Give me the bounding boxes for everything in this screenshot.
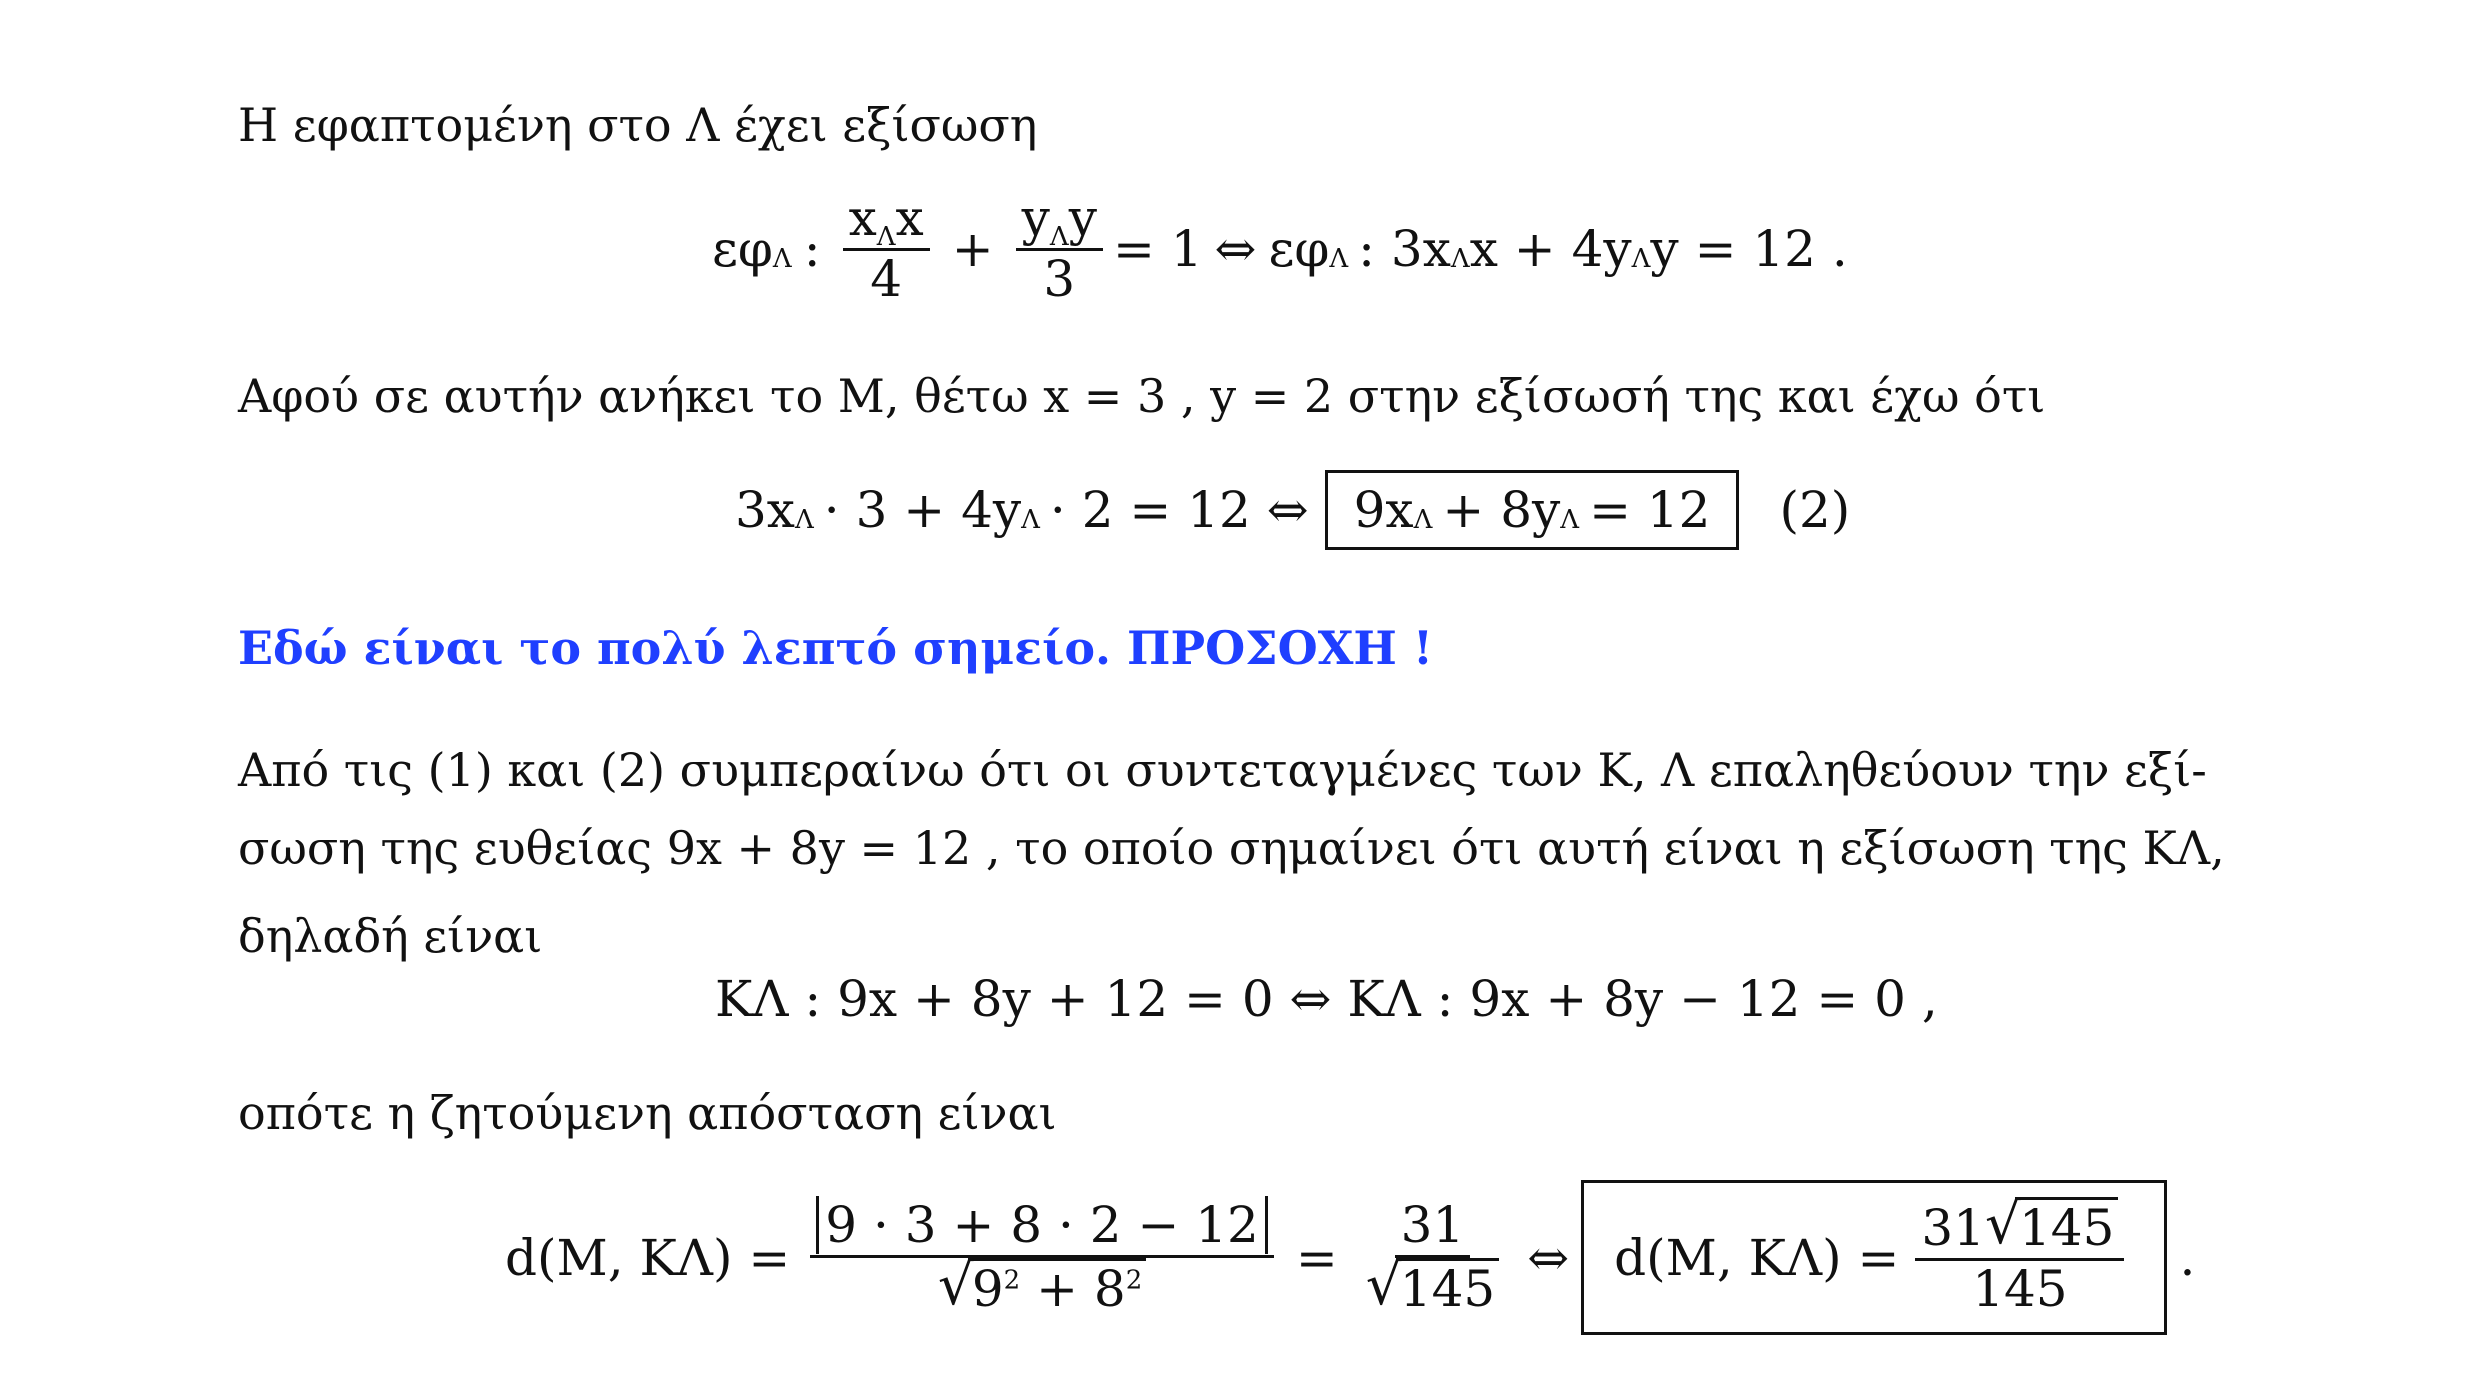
eq4-den-a: 9 bbox=[971, 1259, 1004, 1318]
eq4-box-num-a: 31 bbox=[1921, 1199, 1985, 1257]
eq1-colon: : bbox=[803, 220, 821, 278]
eq1-rhs-b: x + 4y bbox=[1469, 220, 1632, 278]
eq1-f1-num-a: x bbox=[848, 189, 877, 247]
equation-two bbox=[735, 470, 1850, 550]
eq4-f2-num: 31 bbox=[1395, 1197, 1471, 1258]
eq4-sqrt-145 bbox=[1366, 1258, 1499, 1319]
eq4-f2-den: 145 bbox=[1396, 1258, 1499, 1319]
equation-tangent bbox=[712, 190, 1848, 308]
eq4-lhs: d(Μ, ΚΛ) = bbox=[505, 1228, 791, 1287]
eq4-end: . bbox=[2179, 1228, 2196, 1287]
eq1-f1-num-b: x bbox=[895, 189, 924, 247]
eq1-f1-sub: Λ bbox=[876, 222, 896, 252]
eq2-sub2: Λ bbox=[1021, 505, 1040, 535]
eq1-sub: Λ bbox=[772, 244, 792, 274]
eq4-fraction-main bbox=[810, 1197, 1274, 1318]
eq4-den-b: + 8 bbox=[1020, 1259, 1126, 1318]
eq4-box-fraction bbox=[1915, 1197, 2124, 1318]
paragraph-substitute: Αφού σε αυτήν ανήκει το Μ, θέτω x = 3 , y = 2 στην εξίσωσή της και έχω ότι bbox=[238, 369, 2046, 423]
eq4-abs-numerator: 9 · 3 + 8 · 2 − 12 bbox=[816, 1196, 1268, 1254]
eq2-boxed-result bbox=[1325, 470, 1740, 550]
eq1-equals-one: = 1 bbox=[1112, 220, 1203, 278]
eq4-iff: ⇔ bbox=[1527, 1228, 1570, 1287]
eq1-rhs-sub3: Λ bbox=[1631, 244, 1651, 274]
paragraph-conclusion-line3: δηλαδή είναι bbox=[238, 909, 543, 963]
eq1-rhs-name: εφ bbox=[1268, 220, 1330, 278]
paragraph-distance-intro: οπότε η ζητούμενη απόσταση είναι bbox=[238, 1086, 1057, 1140]
paragraph-conclusion-line1: Από τις (1) και (2) συμπεραίνω ότι οι συντεταγμένες των Κ, Λ επαληθεύουν την εξί- bbox=[238, 743, 2207, 797]
eq2-tag: (2) bbox=[1779, 481, 1851, 539]
eq1-rhs-sub2: Λ bbox=[1450, 244, 1470, 274]
eq4-fraction-31 bbox=[1360, 1197, 1505, 1318]
eq1-name: εφ bbox=[712, 220, 773, 278]
eq2-box-c: = 12 bbox=[1589, 481, 1711, 539]
eq2-a: 3x bbox=[735, 481, 796, 539]
eq1-fraction-y bbox=[1016, 190, 1103, 308]
eq2-box-b: + 8y bbox=[1442, 481, 1561, 539]
eq2-box-sub1: Λ bbox=[1413, 505, 1433, 535]
paragraph-conclusion-line2: σωση της ευθείας 9x + 8y = 12 , το οποίο σημαίνει ότι αυτή είναι η εξίσωση της ΚΛ, bbox=[238, 821, 2225, 875]
eq4-box-lhs: d(Μ, ΚΛ) = bbox=[1614, 1228, 1900, 1287]
eq2-box-sub2: Λ bbox=[1560, 505, 1580, 535]
paragraph-tangent-intro: Η εφαπτομένη στο Λ έχει εξίσωση bbox=[238, 98, 1038, 152]
eq4-sqrt-den bbox=[938, 1258, 1146, 1319]
eq1-rhs-a: : 3x bbox=[1358, 220, 1451, 278]
eq1-rhs-sub1: Λ bbox=[1329, 244, 1349, 274]
eq1-iff: ⇔ bbox=[1214, 220, 1257, 278]
eq1-f2-num-b: y bbox=[1068, 189, 1097, 247]
eq2-c: · 2 = 12 ⇔ bbox=[1049, 481, 1309, 539]
eq2-b: · 3 + 4y bbox=[823, 481, 1022, 539]
eq1-f2-sub: Λ bbox=[1049, 222, 1069, 252]
eq1-plus: + bbox=[951, 220, 994, 278]
highlight-note: Εδώ είναι το πολύ λεπτό σημείο. ΠΡΟΣΟΧΗ ! bbox=[238, 621, 1434, 675]
eq4-sup1: 2 bbox=[1003, 1264, 1021, 1295]
eq2-sub1: Λ bbox=[795, 505, 814, 535]
eq4-box-den: 145 bbox=[1972, 1259, 2068, 1318]
eq4-equals: = bbox=[1295, 1228, 1338, 1287]
eq1-fraction-x bbox=[843, 190, 930, 308]
eq1-f2-den: 3 bbox=[1043, 249, 1076, 308]
equation-distance bbox=[505, 1180, 2195, 1335]
eq4-boxed-result bbox=[1581, 1180, 2167, 1335]
eq1-f2-num-a: y bbox=[1021, 189, 1050, 247]
eq4-box-sqrt bbox=[1985, 1197, 2118, 1258]
eq1-f1-den: 4 bbox=[870, 249, 903, 308]
eq4-box-num-b: 145 bbox=[2015, 1197, 2118, 1258]
equation-line-kl: ΚΛ : 9x + 8y + 12 = 0 ⇔ ΚΛ : 9x + 8y − 12 = 0 , bbox=[715, 970, 1938, 1028]
eq1-rhs-c: y = 12 . bbox=[1650, 220, 1848, 278]
eq4-sup2: 2 bbox=[1125, 1264, 1143, 1295]
eq2-box-a: 9x bbox=[1353, 481, 1414, 539]
